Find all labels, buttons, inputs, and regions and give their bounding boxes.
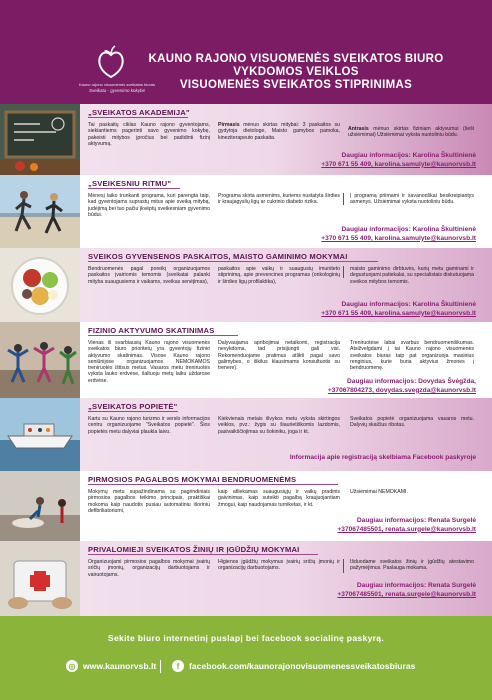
section-column-2 <box>218 122 340 141</box>
photo-first-aid-training <box>0 471 80 541</box>
column-text: mėnuo skirtas fiziniam aktyvumui (šeši užsiėmimai) Užsiėmimai vyksta nuotoliniu būdu. <box>348 126 474 139</box>
contact-person: Daugiau informacijos: Karolina Škultinienė <box>341 301 476 308</box>
section-column-2: Kiekvienais metais išvykos metu vyksta skirtingos veiklos, pvz.: žygis su šiaurietiškomis lazdomis, pasivaikščiojimas su šokiniku, joga ir kt. <box>218 416 340 435</box>
logo-tagline: Sveikata - gyvenimo kokybė <box>88 88 146 93</box>
contact-info <box>337 517 476 534</box>
registration-note: Informacija apie registraciją skelbiama Facebook paskyroje <box>289 454 476 461</box>
contact-info <box>290 454 476 463</box>
section-content <box>88 104 478 175</box>
website-url[interactable]: www.kaunorvsb.lt <box>83 661 157 671</box>
contact-phone-email[interactable]: +37067485501, renata.surgele@kaunorvsb.lt <box>337 590 476 598</box>
section-column-3: Į programą priimami ir savanoriškai besikreipiantys asmenys. Užsiėmimai vyksta nuotoliniu būdu. <box>350 193 474 206</box>
section-column-1: Bendruomenės pagal poreikį organizuojamos paskaitos įvairiomis temomis (sveikatai palanki mityba suaugusiems ir vaikams, sveikas senėjimas), <box>88 266 210 285</box>
title-line-3: VISUOMENĖS SVEIKATOS STIPRINIMAS <box>179 79 413 91</box>
section-column-2: paskaitos apie vaikų ir suaugusių imuniteto stiprinimą, apie prevencines programas (onkologinių ir širdies ligų profilaktika), <box>218 266 340 285</box>
title-underline <box>88 554 318 555</box>
photo-food-bowl <box>0 248 80 322</box>
contact-info <box>337 582 476 599</box>
section-column-2: Higienos įgūdžių mokymus įvairių sričių įmonių ir organizacijų darbuotojams. <box>218 559 340 572</box>
section-column-1: Mokymų metu supažindinama su pagrindiniais pirmosios pagalbos teikimo principais, praktiškai mokoma kaip naudotis pusiau automatiniu išoriniu defibriliatoriumi, <box>88 489 210 514</box>
contact-info <box>321 301 476 318</box>
facebook-icon: f <box>172 660 184 672</box>
column-divider <box>343 559 344 573</box>
section-title: PIRMOSIOS PAGALBOS MOKYMAI BENDRUOMENĖMS <box>88 475 297 484</box>
section-content <box>88 248 478 322</box>
section-column-1: Vienas iš svarbiausių Kauno rajono visuomenės sveikatos biuro prioritetų yra gyventojų fizinio aktyvumo skatinimas. Visose Kauno rajono seniūnijose organizuojamos NEMOKAMOS treniruotės ištisus metus. Vasaros metu treniruotės vyksta lauko erdvėse, šaltuoju metų laiku uždarose erdvėse. <box>88 340 210 384</box>
photo-boat-trip <box>0 398 80 471</box>
footer-divider <box>160 660 161 673</box>
section-column-3 <box>348 126 474 139</box>
header-banner <box>0 0 492 104</box>
section-title: „SVEIKATOS AKADEMIJA" <box>88 108 190 117</box>
contact-phone-email[interactable]: +370 671 55 409, karolina.samulyte@kaunorvsb.lt <box>321 160 476 168</box>
page-title <box>146 53 446 92</box>
title-underline <box>88 117 188 118</box>
section-title: FIZINIO AKTYVUMO SKATINIMAS <box>88 326 215 335</box>
section-column-1: Mėnesį laiko trunkanti programa, kuri parengta taip, kad gyventojams suprastų mitus apie sveiką mitybą, judėjimą bei tuo pačiu įkvėptų sveikesniam gyvenimo būdui. <box>88 193 210 218</box>
section-column-2: Programa skirta asmenims, kuriems nustatyta širdies ir kraujagyslių ligų ar cukrinio diabeto rizika. <box>218 193 340 206</box>
contact-person: Daugiau informacijos: Dovydas Švėgžda, <box>347 378 476 385</box>
section-content <box>88 175 478 248</box>
section-column-3: maisto gaminimo dirbtuvės, kurių metu gaminami ir degustuojami patiekalai, su specialistais diskutuojama sveikos mitybos temomis. <box>350 266 474 285</box>
section-column-3: Išduodame sveikatos žinių ir įgūdžių atestavimo pažymėjimus. Paslauga mokama. <box>350 559 474 572</box>
photo-runners <box>0 175 80 248</box>
section-title: PRIVALOMIEJI SVEIKATOS ŽINIŲ IR ĮGŪDŽIŲ MOKYMAI <box>88 545 300 554</box>
apple-heart-icon <box>96 45 126 79</box>
section-column-3: Treniruotėse labai svarbus bendruomeniškumas. Atsižvelgdami į tai Kauno rajono visuomenės sveikatos biuras taip pat organizuoja masinius renginius, kurie buria aktyvius žmones į bendruomenę. <box>350 340 474 372</box>
contact-info <box>328 378 476 395</box>
logo <box>72 45 156 105</box>
section-column-1: Kartu su Kauno rajono turizmo ir verslo informacijos centru organizuojame "Sveikatos popietė". Šios popietės metu dalyviai plaukia laivu. <box>88 416 210 435</box>
section-content <box>88 398 478 471</box>
footer <box>0 616 492 700</box>
section-sveikos-gyvensenos <box>0 248 492 322</box>
contact-info <box>321 226 476 243</box>
month-label-first: Pirmasis <box>218 122 240 128</box>
facebook-url[interactable]: facebook.com/kaunorajonovisuomenessveikatosbiuras <box>189 661 416 671</box>
section-sveikatos-akademija <box>0 104 492 175</box>
section-sveikesniu-ritmu <box>0 175 492 248</box>
contact-person: Daugiau informacijos: Karolina Škultinienė <box>341 152 476 159</box>
section-content <box>88 322 478 398</box>
section-column-2: kaip atliekamas suaugusiųjų ir vaikų pradinis gaivinimas, kaip suteikti pagalbą kraujuojantiam žmogui, kaip naudojamas turniketas, ir kt. <box>218 489 340 508</box>
contact-person: Daugiau informacijos: Renata Surgelė <box>356 582 476 589</box>
title-underline <box>88 411 178 412</box>
section-column-2: Dalyvaujama apribojimai netaikomi, registracija nevykdoma, tad prisijungti gali visi. Rekomenduojame pratimus atlikti pagal savo galimybes, o iškilus klausimams konsultuotis su trenere). <box>218 340 340 372</box>
photo-hands-training <box>0 541 80 616</box>
contact-phone-email[interactable]: +37067804273, dovydas.svegzda@kaunorvsb.lt <box>327 386 476 394</box>
month-label-second: Antrasis <box>348 126 369 132</box>
section-column-1: Organizuojami pirmosios pagalbos mokymai įvairių sričių įmonių, organizacijų darbuotojams ir vairuotojams. <box>88 559 210 578</box>
title-underline <box>88 188 180 189</box>
contact-info <box>321 152 476 169</box>
section-pirmosios-pagalbos <box>0 471 492 541</box>
section-content <box>88 541 478 616</box>
section-sveikatos-popiete <box>0 398 492 471</box>
section-privalomieji-mokymai <box>0 541 492 616</box>
contact-phone-email[interactable]: +370 671 55 409, karolina.samulyte@kaunorvsb.lt <box>321 234 476 242</box>
footer-follow-text: Sekite biuro internetinį puslapį bei facebook socialinę paskyrą. <box>107 633 385 643</box>
globe-icon: ◎ <box>66 660 78 672</box>
contact-person: Daugiau informacijos: Renata Surgelė <box>356 517 476 524</box>
section-column-3: Užsiėmimai NEMOKAMI. <box>350 489 408 495</box>
section-title: „SVEIKESNIU RITMU" <box>88 179 172 188</box>
section-fizinio-aktyvumo <box>0 322 492 398</box>
contact-phone-email[interactable]: +370 671 55 409, karolina.samulyte@kaunorvsb.lt <box>321 309 476 317</box>
column-divider <box>343 266 344 278</box>
title-line-2: VYKDOMOS VEIKLOS <box>233 66 359 78</box>
contact-person: Daugiau informacijos: Karolina Škultinienė <box>341 226 476 233</box>
title-underline <box>88 484 338 485</box>
column-divider <box>343 193 344 205</box>
section-content <box>88 471 478 541</box>
column-text: mėnuo skirtas mitybai: 3 paskaitos su gydytoja dietologe, Maisto gamybos pamoka, kineziterapeuto paskaita. <box>218 122 340 141</box>
website-link[interactable] <box>66 660 156 672</box>
title-line-1: KAUNO RAJONO VISUOMENĖS SVEIKATOS BIURO <box>148 53 444 65</box>
section-column-3: Sveikatos popietė organizuojama vasaros metu. Dalyvių skaičius ribotas. <box>350 416 474 429</box>
facebook-link[interactable] <box>172 660 415 672</box>
contact-phone-email[interactable]: +37067485501, renata.surgele@kaunorvsb.lt <box>337 525 476 533</box>
section-title: „SVEIKATOS POPIETĖ" <box>88 402 178 411</box>
title-underline <box>88 261 378 262</box>
photo-blackboard <box>0 104 80 175</box>
section-column-1: Tai paskaitų ciklas Kauno rajono gyventojams, siekiantiems pagerinti savo gyvenimo kokybę, pakeisti mitybos įpročius bei padidinti fizinį aktyvumą. <box>88 122 210 147</box>
photo-exercise-group <box>0 322 80 398</box>
title-underline <box>88 335 238 336</box>
logo-name: Kauno rajono visuomenės sveikatos biuras <box>78 82 156 87</box>
section-title: SVEIKOS GYVENSENOS PASKAITOS, MAISTO GAMINIMO MOKYMAI <box>88 252 348 261</box>
